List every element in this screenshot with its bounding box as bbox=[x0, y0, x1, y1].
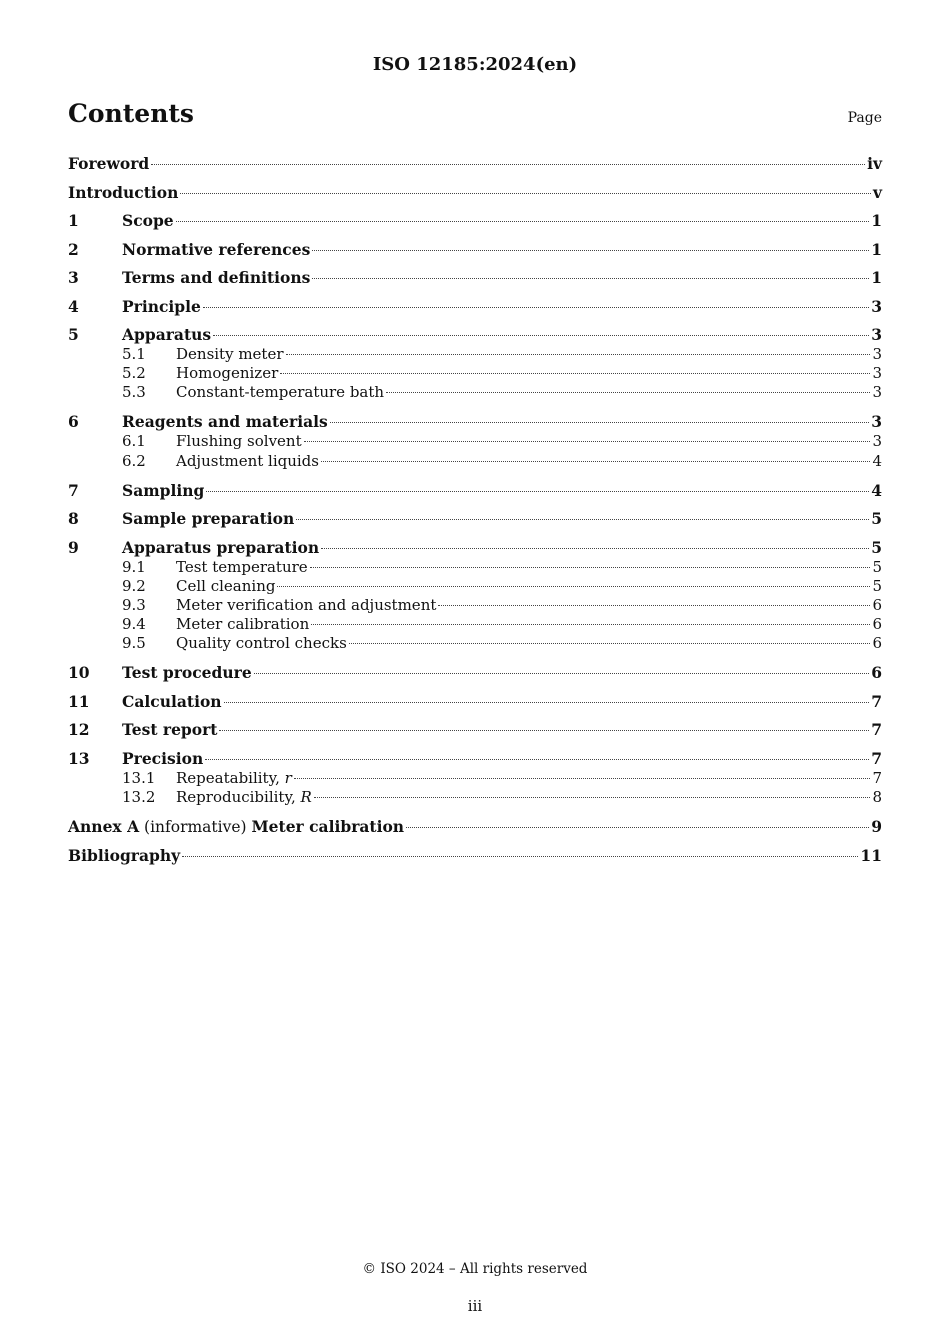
dot-leader bbox=[219, 729, 869, 731]
dot-leader bbox=[314, 796, 871, 798]
toc-entry-page: 1 bbox=[871, 239, 882, 259]
toc-subentry-page: 3 bbox=[872, 345, 882, 363]
dot-leader bbox=[182, 855, 858, 857]
toc-entry-title: Foreword bbox=[68, 154, 150, 173]
toc-bibliography-entry[interactable] bbox=[68, 845, 882, 867]
copyright-notice: © ISO 2024 – All rights reserved bbox=[362, 1261, 588, 1277]
toc-entry-number: 11 bbox=[68, 691, 90, 711]
dot-leader bbox=[312, 249, 869, 251]
toc-subentry-title bbox=[176, 557, 308, 577]
toc-entry[interactable] bbox=[68, 662, 882, 684]
toc-entry-title: Test procedure bbox=[122, 663, 252, 683]
toc-entry-title: Scope bbox=[122, 211, 174, 230]
toc-subentry-number: 6.2 bbox=[122, 451, 146, 470]
toc-entry-page: 5 bbox=[871, 509, 882, 529]
toc-entry-page: 5 bbox=[871, 537, 882, 557]
toc-entry-number: 12 bbox=[68, 720, 90, 740]
dot-leader bbox=[277, 585, 870, 587]
dot-leader bbox=[312, 277, 869, 279]
toc-entry-page: v bbox=[872, 182, 882, 202]
toc-subentry[interactable] bbox=[68, 363, 882, 383]
toc-subentry-number: 5.3 bbox=[122, 383, 146, 402]
toc-subentry[interactable] bbox=[68, 576, 882, 596]
toc-subentry[interactable] bbox=[68, 431, 882, 451]
toc-subentry-title bbox=[176, 768, 292, 788]
toc-entry-page: 7 bbox=[871, 691, 882, 711]
toc-entry-page: 3 bbox=[871, 296, 882, 316]
toc-subentry-title-text: Constant-temperature bath bbox=[176, 383, 385, 402]
dot-leader bbox=[330, 421, 869, 423]
toc-subentry-title bbox=[176, 344, 284, 364]
toc-entry-number: 9 bbox=[68, 537, 79, 557]
toc-entry-title: Test report bbox=[122, 720, 218, 740]
toc-entry[interactable] bbox=[68, 182, 882, 204]
toc-subentry-page: 8 bbox=[872, 788, 882, 807]
dot-leader bbox=[205, 758, 869, 760]
toc-entry-title: Normative references bbox=[122, 239, 311, 259]
toc-subentry[interactable] bbox=[68, 768, 882, 788]
toc-entry-title: Introduction bbox=[68, 182, 179, 202]
dot-leader bbox=[213, 334, 869, 336]
dot-leader bbox=[286, 353, 871, 355]
toc-entry[interactable] bbox=[68, 153, 882, 175]
toc-entry[interactable] bbox=[68, 296, 882, 318]
toc-entry-page: 3 bbox=[871, 412, 882, 432]
toc-subentry-page: 3 bbox=[872, 432, 882, 451]
toc-subentry-title-text: Meter verification and adjustment bbox=[176, 596, 437, 614]
toc-subentry-page: 5 bbox=[872, 576, 882, 595]
toc-subentry[interactable] bbox=[68, 557, 882, 577]
dot-leader bbox=[224, 701, 870, 703]
toc-entry[interactable] bbox=[68, 748, 882, 770]
toc-subentry-title-text: Homogenizer bbox=[176, 364, 279, 383]
toc-subentry-number: 5.1 bbox=[122, 345, 146, 363]
dot-leader bbox=[386, 391, 870, 393]
toc-entry-title: Apparatus bbox=[122, 325, 212, 344]
toc-entry-title: Sample preparation bbox=[122, 509, 295, 529]
toc-subentry-title-text: Reproducibility, bbox=[176, 788, 301, 807]
toc-subentry[interactable] bbox=[68, 382, 882, 402]
toc-subentry-page: 6 bbox=[872, 596, 882, 614]
toc-subentry-title-text: Test temperature bbox=[176, 557, 308, 576]
toc-subentry[interactable] bbox=[68, 595, 882, 615]
toc-entry[interactable] bbox=[68, 480, 882, 502]
annex-informative: (informative) bbox=[139, 818, 252, 837]
toc-subentry-title-text: Quality control checks bbox=[176, 634, 347, 653]
toc-subentry-number: 9.1 bbox=[122, 557, 146, 576]
page-number: iii bbox=[467, 1297, 483, 1315]
dot-leader bbox=[280, 372, 870, 374]
toc-entry-page: 3 bbox=[871, 325, 882, 344]
toc-subentry-title bbox=[176, 787, 312, 807]
dot-leader bbox=[294, 777, 871, 779]
bibliography-title: Bibliography bbox=[68, 845, 181, 865]
dot-leader bbox=[254, 672, 870, 674]
toc-subentry-title bbox=[176, 633, 347, 653]
toc-subentry-variable: r bbox=[284, 768, 292, 787]
toc-entry[interactable] bbox=[68, 411, 882, 433]
dot-leader bbox=[321, 460, 870, 462]
dot-leader bbox=[310, 566, 871, 568]
dot-leader bbox=[296, 518, 869, 520]
toc-subentry-title-text: Density meter bbox=[176, 345, 284, 363]
toc-entry[interactable] bbox=[68, 691, 882, 713]
toc-subentry-title-text: Cell cleaning bbox=[176, 576, 276, 595]
toc-entry[interactable] bbox=[68, 508, 882, 530]
dot-leader bbox=[406, 826, 869, 828]
toc-subentry-title-text: Flushing solvent bbox=[176, 432, 302, 451]
toc-entry[interactable] bbox=[68, 210, 882, 232]
toc-entry-page: 7 bbox=[871, 748, 882, 768]
toc-entry[interactable] bbox=[68, 267, 882, 289]
toc-subentry-variable: R bbox=[300, 788, 312, 807]
toc-subentry-title bbox=[176, 576, 275, 596]
toc-entry[interactable] bbox=[68, 239, 882, 261]
toc-subentry[interactable] bbox=[68, 344, 882, 364]
toc-entry-number: 1 bbox=[68, 211, 79, 230]
toc-subentry-page: 4 bbox=[872, 451, 882, 470]
toc-subentry-number: 9.3 bbox=[122, 596, 146, 614]
toc-entry-number: 2 bbox=[68, 239, 79, 259]
toc-subentry-title bbox=[176, 595, 436, 615]
toc-entry-title: Sampling bbox=[122, 480, 205, 500]
toc-entry-title: Terms and definitions bbox=[122, 268, 311, 287]
dot-leader bbox=[438, 604, 870, 606]
toc-subentry-number: 5.2 bbox=[122, 364, 146, 383]
toc-entry-title: Calculation bbox=[122, 691, 222, 711]
toc-subentry-title bbox=[176, 451, 319, 471]
toc-entry-page: 1 bbox=[871, 211, 882, 230]
toc-entry-number: 5 bbox=[68, 325, 79, 344]
toc-entry-number: 8 bbox=[68, 509, 79, 529]
toc-entry-page: iv bbox=[867, 154, 882, 173]
toc-subentry-page: 6 bbox=[872, 634, 882, 653]
toc-entry-title: Precision bbox=[122, 748, 204, 768]
dot-leader bbox=[151, 163, 865, 165]
toc-subentry-number: 6.1 bbox=[122, 432, 146, 451]
toc-annex-entry[interactable] bbox=[68, 816, 882, 838]
toc-entry-number: 4 bbox=[68, 296, 79, 316]
toc-subentry-page: 6 bbox=[872, 615, 882, 634]
dot-leader bbox=[203, 306, 869, 308]
toc-entry-title: Reagents and materials bbox=[122, 412, 328, 432]
toc-entry-title: Apparatus preparation bbox=[122, 537, 320, 557]
dot-leader bbox=[349, 642, 871, 644]
toc-subentry[interactable] bbox=[68, 614, 882, 634]
toc-entry-number: 3 bbox=[68, 268, 79, 287]
toc-subentry-title bbox=[176, 431, 302, 451]
dot-leader bbox=[321, 547, 869, 549]
dot-leader bbox=[180, 192, 871, 194]
toc-subentry-number: 13.1 bbox=[122, 768, 156, 787]
toc-subentry-number: 13.2 bbox=[122, 788, 156, 807]
toc-entry-page: 4 bbox=[871, 480, 882, 500]
page-column-label: Page bbox=[847, 110, 882, 126]
bibliography-page: 11 bbox=[860, 845, 882, 865]
annex-label: Annex A bbox=[68, 817, 140, 837]
toc-subentry-page: 3 bbox=[872, 364, 882, 383]
contents-title: Contents bbox=[68, 99, 195, 128]
toc-entry-title: Principle bbox=[122, 296, 201, 316]
toc-subentry[interactable] bbox=[68, 451, 882, 471]
toc-subentry-page: 7 bbox=[872, 768, 882, 787]
toc-subentry-title bbox=[176, 382, 384, 402]
toc-subentry-title bbox=[176, 614, 309, 634]
toc-entry-number: 10 bbox=[68, 663, 90, 683]
annex-page: 9 bbox=[871, 817, 882, 837]
toc-subentry[interactable] bbox=[68, 633, 882, 653]
toc-entry[interactable] bbox=[68, 537, 882, 559]
toc-subentry-number: 9.2 bbox=[122, 576, 146, 595]
toc-entry[interactable] bbox=[68, 324, 882, 346]
dot-leader bbox=[206, 490, 869, 492]
toc-entry-number: 7 bbox=[68, 480, 79, 500]
dot-leader bbox=[176, 220, 870, 222]
dot-leader bbox=[304, 440, 871, 442]
toc-subentry-number: 9.4 bbox=[122, 615, 146, 634]
toc-subentry-number: 9.5 bbox=[122, 634, 146, 653]
toc-subentry-title-text: Meter calibration bbox=[176, 615, 310, 634]
toc-entry-page: 7 bbox=[871, 720, 882, 740]
toc-subentry-title-text: Adjustment liquids bbox=[176, 451, 319, 470]
toc-entry-page: 1 bbox=[871, 268, 882, 287]
toc-entry-number: 13 bbox=[68, 748, 90, 768]
toc-subentry[interactable] bbox=[68, 787, 882, 807]
toc-subentry-title-text: Repeatability, bbox=[176, 768, 285, 787]
toc-entry[interactable] bbox=[68, 719, 882, 741]
dot-leader bbox=[311, 623, 870, 625]
annex-title: Meter calibration bbox=[251, 817, 405, 837]
toc-entry-number: 6 bbox=[68, 412, 79, 432]
toc-subentry-page: 3 bbox=[872, 383, 882, 402]
document-id: ISO 12185:2024(en) bbox=[372, 54, 578, 75]
toc-entry-page: 6 bbox=[871, 663, 882, 683]
toc-subentry-title bbox=[176, 363, 278, 383]
toc-subentry-page: 5 bbox=[872, 557, 882, 576]
